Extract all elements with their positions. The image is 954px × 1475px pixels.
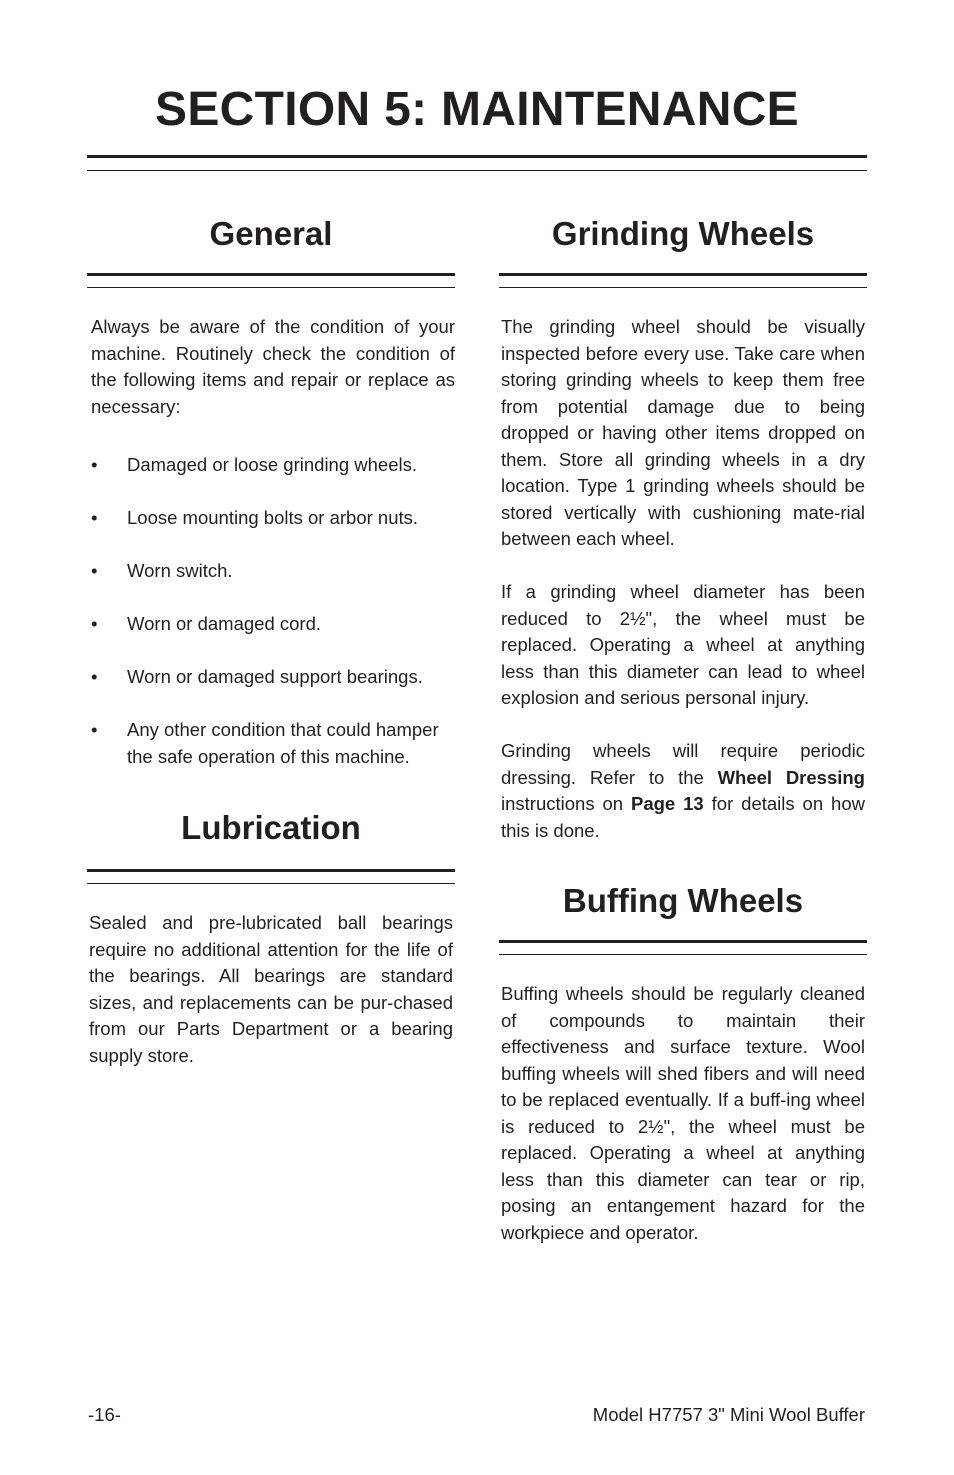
grinding-wheels-para-replacement: If a grinding wheel diameter has been reduced to 2½", the wheel must be replaced. Operating a wheel at anything less than this diameter can lead to wheel explosion and serious personal injury. bbox=[501, 581, 865, 708]
lubrication-divider bbox=[87, 869, 455, 884]
lubrication-heading: Lubrication bbox=[181, 809, 361, 846]
bullet-icon: • bbox=[91, 507, 98, 528]
bullet-icon: • bbox=[91, 666, 98, 687]
list-item: • Worn or damaged support bearings. bbox=[89, 664, 455, 691]
list-item: • Loose mounting bolts or arbor nuts. bbox=[89, 505, 455, 532]
general-heading: General bbox=[209, 215, 333, 252]
buffing-wheels-body: Buffing wheels should be regularly cleaned of compounds to maintain their effectiveness and surface texture. Wool buffing wheels will shed fibers and will need to be replaced eventually. If a buff-ing wheel is reduced to 2½", the wheel must be replaced. Operating a wheel at anything less than this diameter can tear or rip, posing an entangement hazard for the workpiece and operator. bbox=[501, 983, 865, 1243]
maintenance-checklist bbox=[89, 452, 455, 797]
general-divider bbox=[87, 273, 455, 288]
grinding-wheels-heading: Grinding Wheels bbox=[551, 215, 815, 252]
list-item: • Worn or damaged cord. bbox=[89, 611, 455, 638]
bullet-icon: • bbox=[91, 613, 98, 634]
list-item: • Any other condition that could hamper the safe operation of this machine. bbox=[91, 719, 439, 767]
buffing-wheels-heading: Buffing Wheels bbox=[562, 882, 804, 919]
page-title: SECTION 5: MAINTENANCE bbox=[155, 83, 799, 136]
bullet-icon: • bbox=[91, 454, 98, 475]
general-intro: Always be aware of the condition of your machine. Routinely check the condition of the following items and repair or replace as necessary: bbox=[91, 316, 455, 417]
grinding-wheels-divider bbox=[499, 273, 867, 288]
page-number: -16- bbox=[88, 1404, 121, 1425]
list-item: • Damaged or loose grinding wheels. bbox=[89, 452, 455, 479]
grinding-wheels-para-dressing: Grinding wheels will require periodic dressing. Refer to the Wheel Dressing instructions on Page 13 for details on how this is done. bbox=[501, 740, 865, 841]
list-item: • Worn switch. bbox=[89, 558, 455, 585]
grinding-wheels-para-inspection: The grinding wheel should be visually inspected before every use. Take care when storing grinding wheels to keep them free from potential damage due to being dropped or having other items dropped on them. Store all grinding wheels in a dry location. Type 1 grinding wheels should be stored vertically with cushioning mate-rial between each wheel. bbox=[501, 316, 865, 549]
bullet-icon: • bbox=[91, 560, 98, 581]
bullet-icon: • bbox=[91, 719, 98, 740]
lubrication-body: Sealed and pre-lubricated ball bearings require no additional attention for the life of the bearings. All bearings are standard sizes, and replacements can be pur-chased from our Parts Department or a bearing supply store. bbox=[89, 912, 453, 1066]
footer-model-name: Model H7757 3" Mini Wool Buffer bbox=[592, 1404, 865, 1425]
wheel-dressing-reference: Wheel Dressing bbox=[717, 766, 865, 788]
page-reference: Page 13 bbox=[631, 793, 704, 814]
title-divider bbox=[87, 155, 867, 171]
buffing-wheels-divider bbox=[499, 940, 867, 955]
